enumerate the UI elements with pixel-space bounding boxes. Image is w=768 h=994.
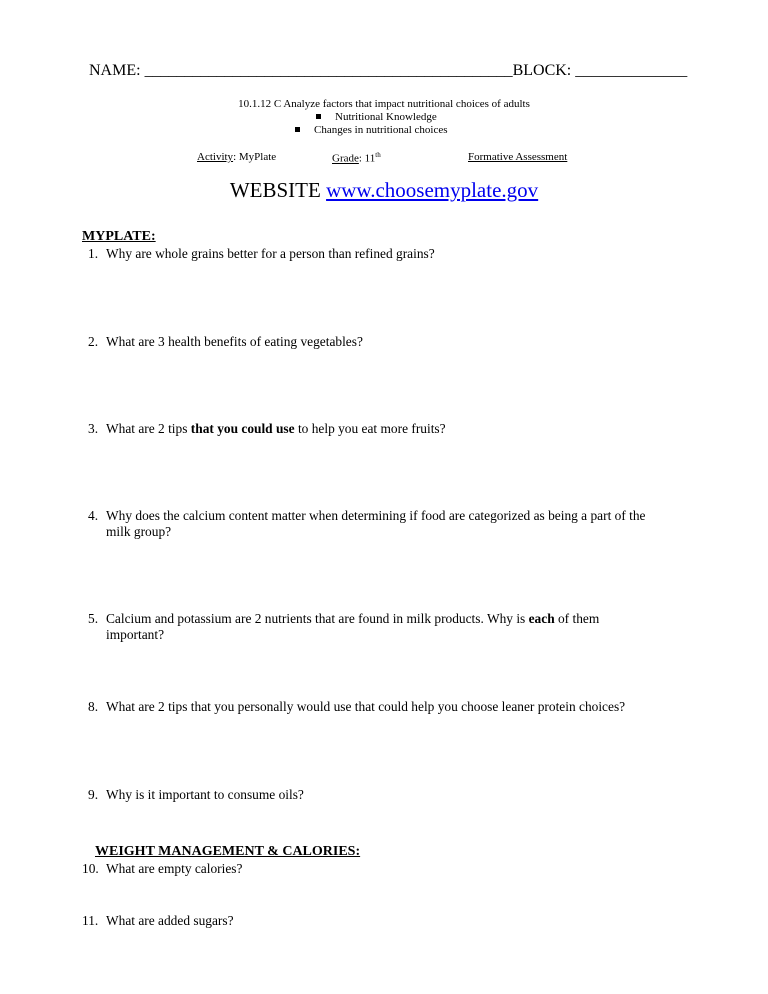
- standard-bullet-2: Changes in nutritional choices: [295, 124, 448, 136]
- website-line: [0, 178, 768, 203]
- question-5: 5. Calcium and potassium are 2 nutrients that are found in milk products. Why is each of them: [88, 611, 600, 626]
- block-blank[interactable]: ______________: [575, 62, 688, 79]
- grade-value: : 11: [358, 152, 376, 165]
- grade-label: Grade: [332, 152, 359, 165]
- activity-label: Activity: [197, 151, 234, 163]
- name-label: NAME:: [89, 62, 141, 79]
- question-2: 2. What are 3 health benefits of eating vegetables?: [88, 334, 363, 349]
- question-8: 8. What are 2 tips that you personally would use that could help you choose leaner protein choices?: [88, 699, 626, 714]
- question-4: 4. Why does the calcium content matter when determining if food are categorized as being a part of the: [88, 508, 646, 523]
- bullet-icon: [295, 127, 300, 132]
- question-3: 3. What are 2 tips that you could use to help you eat more fruits?: [88, 421, 446, 436]
- question-10: 10. What are empty calories?: [82, 861, 243, 876]
- question-5-continued: important?: [106, 627, 165, 642]
- assessment-type: Formative Assessment: [468, 151, 568, 163]
- website-label: WEBSITE: [229, 178, 321, 202]
- grade-suffix: th: [375, 151, 381, 159]
- standard-bullet-1: Nutritional Knowledge: [316, 111, 437, 123]
- question-11: 11. What are added sugars?: [82, 913, 234, 928]
- name-blank[interactable]: ______________________________________________: [144, 62, 513, 79]
- question-1: 1. Why are whole grains better for a person than refined grains?: [88, 246, 435, 261]
- block-label: BLOCK:: [512, 62, 572, 79]
- standard-code-line: 10.1.12 C Analyze factors that impact nutritional choices of adults: [238, 98, 530, 110]
- question-4-continued: milk group?: [106, 524, 172, 539]
- activity-field: [197, 151, 276, 163]
- section-myplate: MYPLATE:: [82, 229, 156, 244]
- question-9: 9. Why is it important to consume oils?: [88, 787, 304, 802]
- name-block-line: [89, 62, 687, 80]
- activity-value: : MyPlate: [233, 151, 277, 163]
- grade-field: [332, 151, 381, 165]
- website-link[interactable]: www.choosemyplate.gov: [326, 178, 539, 202]
- section-weight-management: WEIGHT MANAGEMENT & CALORIES:: [95, 844, 361, 859]
- bullet-icon: [316, 114, 321, 119]
